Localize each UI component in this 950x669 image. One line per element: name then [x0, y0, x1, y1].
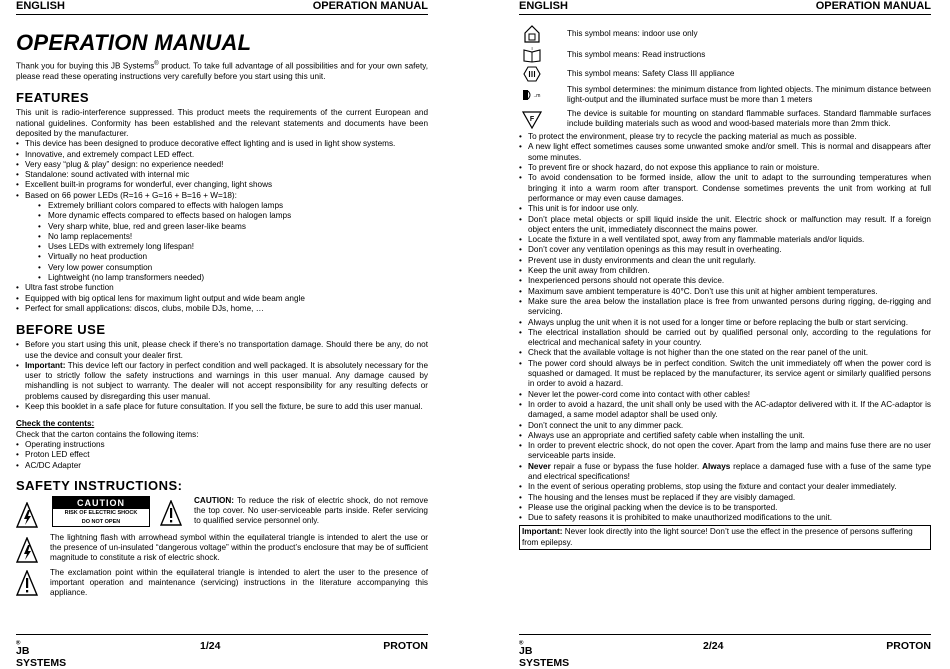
list-item: • To avoid condensation to be formed inside, allow the unit to adapt to the surrounding temperatures when bringing it into a warm room after transport. Condense sometimes prevents the unit from working at full performance or may even cause damages.	[519, 173, 931, 204]
important-note-box: Important: Never look directly into the light source! Don’t use the effect in the presence of persons suffering from epilepsy.	[519, 525, 931, 550]
exclamation-warning-icon	[16, 570, 38, 596]
safety-class-3-icon	[523, 66, 541, 82]
indoor-use-icon	[523, 24, 541, 44]
list-item: • Don’t cover any ventilation openings as this may result in overheating.	[519, 245, 931, 255]
caution-box-title: CAUTION	[53, 497, 149, 509]
list-item: • Never let the power-cord come into contact with other cables!	[519, 390, 931, 400]
list-item: • Please use the original packing when the device is to be transported.	[519, 503, 931, 513]
footer-page-number: 1/24	[200, 640, 221, 652]
list-item: • Don’t place metal objects or spill liquid inside the unit. Electric shock or malfunction may result. If a foreign object enters the unit, immediately disconnect the mains power.	[519, 215, 931, 236]
list-item: • Ultra fast strobe function	[16, 283, 428, 293]
list-item: • Excellent built-in programs for wonderful, ever changing, light shows	[16, 180, 428, 190]
list-item: • Very sharp white, blue, red and green laser-like beams	[38, 222, 428, 232]
features-list-more	[16, 283, 428, 314]
list-item: • Equipped with big optical lens for maximum light output and wide beam angle	[16, 294, 428, 304]
list-item: • Before you start using this unit, please check if there’s no transportation damage. Should there be any, do not use the device and consult your dealer first.	[16, 340, 428, 361]
header-title: OPERATION MANUAL	[815, 0, 931, 12]
read-instructions-icon	[523, 47, 541, 63]
caution-row	[16, 496, 428, 528]
list-item: • Extremely brilliant colors compared to effects with halogen lamps	[38, 201, 428, 211]
symbol-row	[519, 24, 931, 44]
symbol-row	[519, 66, 931, 82]
exclamation-row	[16, 568, 428, 599]
list-item: • Operating instructions	[16, 440, 428, 450]
symbol-row	[519, 47, 931, 63]
lightning-warning-icon	[16, 502, 38, 528]
page-header	[519, 0, 931, 15]
list-item: • AC/DC Adapter	[16, 461, 428, 471]
list-item: • Due to safety reasons it is prohibited to make unauthorized modifications to the unit.	[519, 513, 931, 523]
header-language: ENGLISH	[16, 0, 65, 12]
list-item: • Uses LEDs with extremely long lifespan!	[38, 242, 428, 252]
list-item: • This device has been designed to produce decorative effect lighting and is used in light show systems.	[16, 139, 428, 149]
list-item: • Don’t connect the unit to any dimmer pack.	[519, 421, 931, 431]
list-item: • Proton LED effect	[16, 450, 428, 460]
page-header	[16, 0, 428, 15]
lightning-text: The lightning flash with arrowhead symbol within the equilateral triangle is intended to alert the use or the presence of un-insulated “dangerous voltage” within the product’s enclosure that may be of sufficient magnitude to constitute a risk of electric shock.	[50, 532, 428, 563]
exclamation-text: The exclamation point within the equilateral triangle is intended to alert the user to the presence of important operation and maintenance (servicing) instructions in the literature accompanying this appliance.	[50, 567, 428, 598]
intro-paragraph: Thank you for buying this JB Systems® product. To take full advantage of all possibilities and for your own safety, please read these operating instructions very carefully before you start using this unit.	[16, 61, 428, 82]
footer-product: PROTON	[383, 640, 428, 652]
list-item: • Keep this booklet in a safe place for future consultation. If you sell the fixture, be sure to add this user manual.	[16, 402, 428, 412]
lightning-warning-icon	[16, 537, 38, 563]
minimum-distance-icon	[521, 87, 543, 103]
caution-box-line1: RISK OF ELECTRIC SHOCK	[64, 510, 138, 517]
list-item: • Locate the fixture in a well ventilated spot, away from any flammable materials and/or liquids.	[519, 235, 931, 245]
list-item: • Keep the unit away from children.	[519, 266, 931, 276]
led-features-list	[16, 201, 428, 283]
manual-page-2	[519, 0, 931, 669]
list-item: • This unit is for indoor use only.	[519, 204, 931, 214]
list-item: • Inexperienced persons should not operate this device.	[519, 276, 931, 286]
list-item: • A new light effect sometimes causes some unwanted smoke and/or smell. This is normal and disappears after some minutes.	[519, 142, 931, 163]
safety-heading: SAFETY INSTRUCTIONS:	[16, 477, 183, 493]
list-item: • No lamp replacements!	[38, 232, 428, 242]
page-footer	[519, 634, 931, 669]
list-item: • Always use an appropriate and certified safety cable when installing the unit.	[519, 431, 931, 441]
list-item: • Very low power consumption	[38, 263, 428, 273]
list-item: • The housing and the lenses must be replaced if they are visibly damaged.	[519, 493, 931, 503]
list-item: • Very easy “plug & play” design: no experience needed!	[16, 160, 428, 170]
list-item: • Lightweight (no lamp transformers needed)	[38, 273, 428, 283]
list-item: • To prevent fire or shock hazard, do not expose this appliance to rain or moisture.	[519, 163, 931, 173]
svg-text:F: F	[529, 115, 535, 123]
list-item: • In the event of serious operating problems, stop using the fixture and contact your dealer immediately.	[519, 482, 931, 492]
list-item: • Based on 66 power LEDs (R=16 + G=16 + B=16 + W=18):	[16, 191, 428, 201]
symbol-text: The device is suitable for mounting on standard flammable surfaces. Standard flammable surfaces include building materials such as wood and wood-based materials more than 2mm thick.	[567, 108, 931, 128]
list-item: • To protect the environment, please try to recycle the packing material as much as possible.	[519, 132, 931, 142]
list-item: • Always unplug the unit when it is not used for a longer time or before replacing the bulb or start servicing.	[519, 318, 931, 328]
list-item: • Make sure the area below the installation place is free from unwanted persons during rigging, de-rigging and servicing.	[519, 297, 931, 318]
header-title: OPERATION MANUAL	[312, 0, 428, 12]
symbol-text: This symbol means: Read instructions	[567, 49, 706, 59]
contents-heading: Check the contents:	[16, 419, 95, 429]
list-item: • Important: This device left our factory in perfect condition and well packaged. It is absolutely necessary for the user to strictly follow the safety instructions and warnings in this user manual. Any damage caused by mishandling is not subject to warranty. The dealer will not accept responsibility for any resulting defects or problems caused by disregarding this user manual.	[16, 361, 428, 402]
caution-text: CAUTION: To reduce the risk of electric shock, do not remove the top cover. No user-serviceable parts inside. Refer servicing to qualified service personnel only.	[194, 495, 428, 526]
flammable-surface-icon	[522, 109, 542, 129]
safety-rules-list	[519, 132, 931, 523]
caution-box-line2: DO NOT OPEN	[81, 518, 121, 525]
symbol-text: This symbol means: Safety Class III appliance	[567, 68, 735, 78]
document-title: OPERATION MANUAL	[16, 30, 252, 55]
list-item: • Standalone: sound activated with internal mic	[16, 170, 428, 180]
list-item: • The power cord should always be in perfect condition. Switch the unit immediately off when the power cord is squashed or damaged. It must be replaced by the manufacturer, its service agent or similarly qualified persons in order to avoid a hazard.	[519, 359, 931, 390]
symbol-text: This symbol determines: the minimum distance from lighted objects. The minimum distance between light-output and the illuminated surface must be more than 1 meters	[567, 85, 931, 105]
header-language: ENGLISH	[519, 0, 568, 12]
lightning-row	[16, 533, 428, 564]
list-item: • Never repair a fuse or bypass the fuse holder. Always replace a damaged fuse with a fuse of the same type and electrical specifications!	[519, 462, 931, 483]
symbol-row	[519, 109, 931, 130]
symbol-text: This symbol means: indoor use only	[567, 28, 698, 38]
features-intro: This unit is radio-interference suppressed. This product meets the requirements of the current European and national guidelines. Conformity has been established and the relevant statements and documents have been deposited by the manufacturer.	[16, 108, 428, 138]
list-item: • Maximum save ambient temperature is 40°C. Don’t use this unit at higher ambient temperatures.	[519, 287, 931, 297]
exclamation-warning-icon	[160, 500, 182, 526]
footer-product: PROTON	[886, 640, 931, 652]
footer-brand: JB SYSTEMS ®	[16, 640, 67, 669]
list-item: • In order to avoid a hazard, the unit shall only be used with the AC-adaptor delivered with it. If the AC-adaptor is damaged, a same model adaptor shall be used only.	[519, 400, 931, 421]
footer-brand: JB SYSTEMS ®	[519, 640, 570, 669]
list-item: • In order to prevent electric shock, do not open the cover. Apart from the lamp and mains fuse there are no user serviceable parts inside.	[519, 441, 931, 462]
list-item: • More dynamic effects compared to effects based on halogen lamps	[38, 211, 428, 221]
svg-text:i: i	[531, 47, 533, 52]
symbol-row	[519, 85, 931, 106]
list-item: • Check that the available voltage is not higher than the one stated on the rear panel of the unit.	[519, 348, 931, 358]
features-heading: FEATURES	[16, 90, 90, 106]
list-item: • Perfect for small applications: discos, clubs, mobile DJs, home, …	[16, 304, 428, 314]
caution-label-box	[52, 496, 150, 527]
list-item: • Virtually no heat production	[38, 252, 428, 262]
footer-page-number: 2/24	[703, 640, 724, 652]
features-list	[16, 139, 428, 201]
list-item: • The electrical installation should be carried out by qualified personal only, according to the regulations for electrical and mechanical safety in your country.	[519, 328, 931, 349]
page-footer	[16, 634, 428, 669]
before-use-heading: BEFORE USE	[16, 322, 106, 338]
list-item: • Innovative, and extremely compact LED effect.	[16, 150, 428, 160]
svg-text:..m: ..m	[533, 93, 541, 100]
contents-list	[16, 440, 428, 471]
list-item: • Prevent use in dusty environments and clean the unit regularly.	[519, 256, 931, 266]
manual-page-1	[16, 0, 428, 669]
before-use-list	[16, 340, 428, 412]
contents-intro: Check that the carton contains the following items:	[16, 429, 199, 439]
